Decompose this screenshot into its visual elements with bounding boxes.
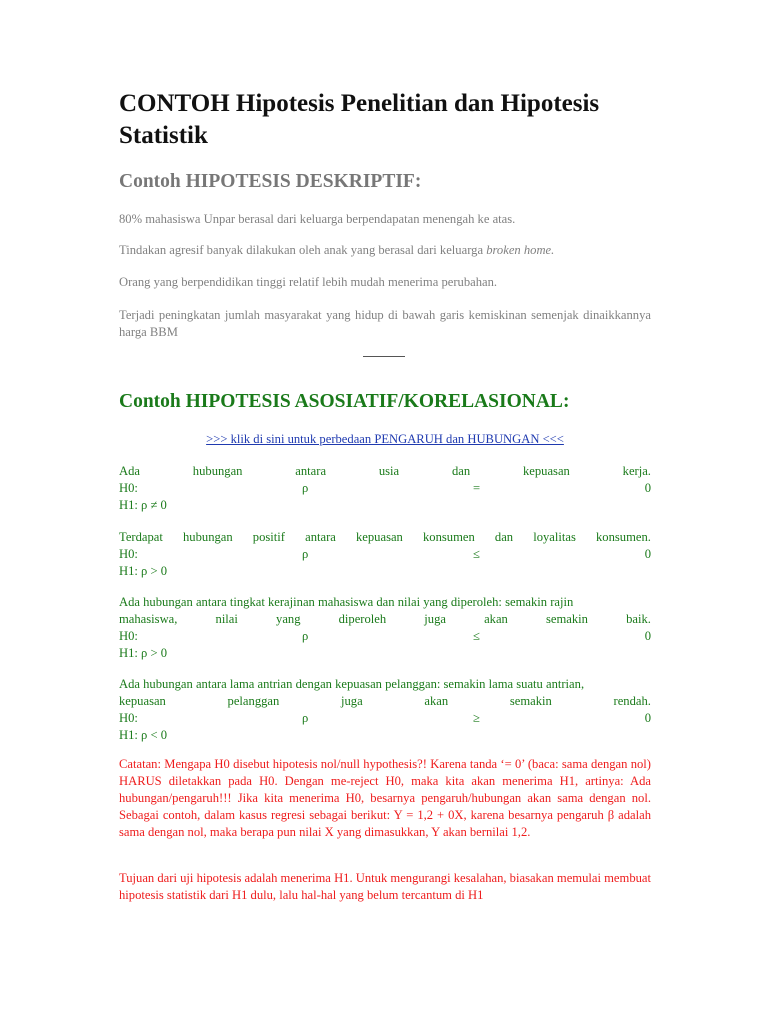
rho-symbol: ρ [302,481,309,495]
word: konsumen. [596,530,651,544]
example-3-statement: Ada hubungan antara tingkat kerajinan mahasiswa dan nilai yang diperoleh: semakin rajin [119,595,574,609]
example-1-h1: H1: ρ ≠ 0 [119,498,167,512]
paragraph-text: Tindakan agresif banyak dilakukan oleh anak yang berasal dari keluarga [119,243,487,257]
word: semakin [509,694,552,708]
example-2-statement [119,529,651,546]
example-3 [119,594,651,662]
word: yang [276,612,301,626]
example-4-statement: Ada hubungan antara lama antrian dengan kepuasan pelanggan: semakin lama suatu antrian, [119,677,585,691]
word: konsumen [422,530,475,544]
perbedaan-link[interactable]: >>> klik di sini untuk perbedaan PENGARUH dan HUBUNGAN <<< [206,432,564,446]
example-2 [119,529,651,580]
heading-deskriptif: Contoh HIPOTESIS DESKRIPTIF: [119,171,422,192]
operator: ≥ [473,711,480,725]
word: akan [484,612,508,626]
paragraph-deskriptif-2 [119,242,651,259]
word: Terdapat [119,530,163,544]
italic-phrase: broken home. [486,243,555,257]
word: nilai [215,612,238,626]
word: juga [341,694,363,708]
word: hubungan [183,530,233,544]
catatan-paragraph: Catatan: Mengapa H0 disebut hipotesis nol/null hypothesis?! Karena tanda ‘= 0’ (baca: sama dengan nol) HARUS diletakkan pada H0. Dengan me-reject H0, maka kita akan menerima H1, artinya: Ada hubungan/pengaruh!!! Jika kita menerima H0, besarnya pengaruh/hubungan akan sama dengan nol. Sebagai contoh, dalam kasus regresi sebagai berikut: Y = 1,2 + 0X, karena besarnya pengaruh β adalah sama dengan nol, maka berapa pun nilai X yang dimasukkan, Y akan bernilai 1,2. [119,757,651,839]
paragraph-deskriptif-3: Orang yang berpendidikan tinggi relatif lebih mudah menerima perubahan. [119,275,498,289]
word: semakin [545,612,588,626]
example-3-h0 [119,628,651,645]
section-divider [363,356,405,357]
word: akan [424,694,449,708]
word: diperoleh [338,612,387,626]
page-title: CONTOH Hipotesis Penelitian dan Hipotesis Statistik [119,90,600,149]
word: baik. [626,612,651,626]
rho-symbol: ρ [302,711,309,725]
h0-value: 0 [644,481,651,495]
word: kepuasan [356,530,403,544]
word: juga [424,612,446,626]
example-3-h1: H1: ρ > 0 [119,646,168,660]
example-1 [119,463,651,514]
operator: ≤ [473,547,480,561]
rho-symbol: ρ [302,629,309,643]
word: mahasiswa, [119,612,178,626]
word: usia [378,464,400,478]
word: kepuasan [522,464,570,478]
heading-asosiatif: Contoh HIPOTESIS ASOSIATIF/KORELASIONAL: [119,391,570,412]
tujuan-paragraph: Tujuan dari uji hipotesis adalah menerima H1. Untuk mengurangi kesalahan, biasakan memulai membuat hipotesis statistik dari H1 dulu, lalu hal-hal yang belum tercantum di H1 [119,871,651,902]
h0-value: 0 [644,629,651,643]
word: antara [305,530,336,544]
operator: = [473,481,481,495]
h0-label: H0: [119,481,138,495]
example-4-statement-cont [119,693,651,710]
example-1-statement [119,463,651,480]
word: pelanggan [227,694,280,708]
word: Ada [119,464,140,478]
h0-value: 0 [644,711,651,725]
paragraph-deskriptif-1: 80% mahasiswa Unpar berasal dari keluarga berpendapatan menengah ke atas. [119,212,516,226]
word: rendah. [613,694,651,708]
example-3-statement-cont [119,611,651,628]
h0-label: H0: [119,711,138,725]
word: dan [451,464,471,478]
paragraph-deskriptif-4: Terjadi peningkatan jumlah masyarakat yang hidup di bawah garis kemiskinan semenjak dinaikkannya harga BBM [119,308,651,339]
example-4 [119,676,651,744]
example-4-h1: H1: ρ < 0 [119,728,168,742]
word: kepuasan [119,694,166,708]
h0-label: H0: [119,547,138,561]
word: hubungan [192,464,243,478]
operator: ≤ [473,629,480,643]
example-2-h1: H1: ρ > 0 [119,564,168,578]
word: kerja. [622,464,651,478]
rho-symbol: ρ [302,547,309,561]
example-2-h0 [119,546,651,563]
example-1-h0 [119,480,651,497]
h0-label: H0: [119,629,138,643]
h0-value: 0 [644,547,651,561]
word: loyalitas [533,530,576,544]
example-4-h0 [119,710,651,727]
word: positif [252,530,285,544]
word: dan [494,530,514,544]
word: antara [295,464,327,478]
